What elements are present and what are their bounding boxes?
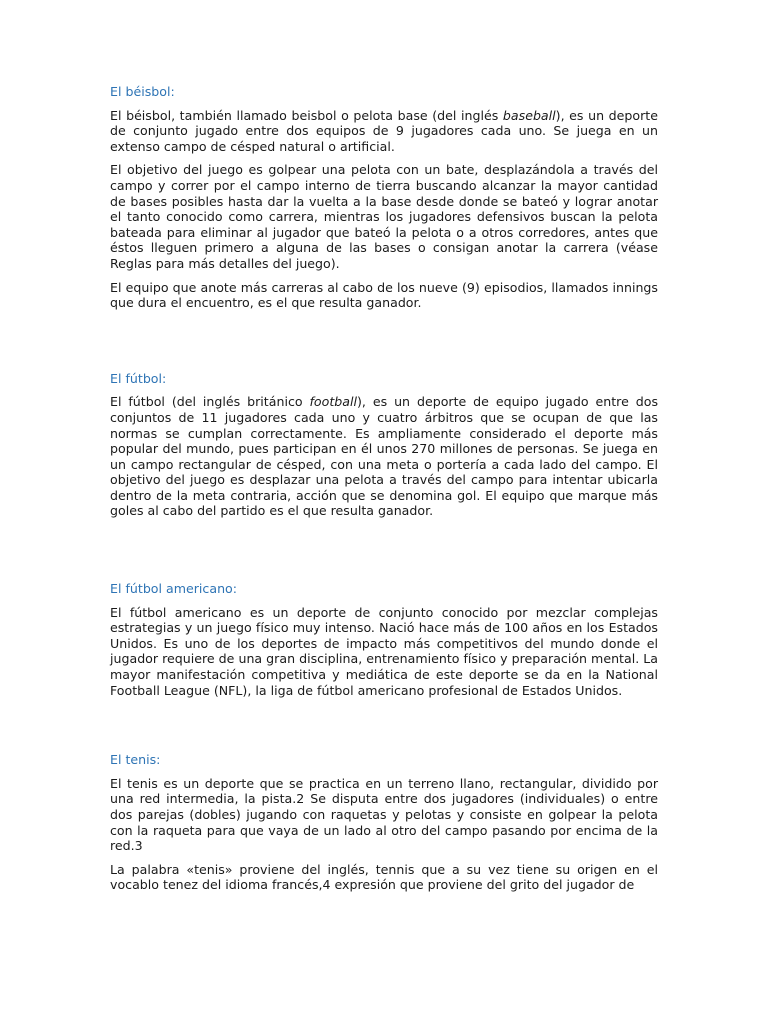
spacer (110, 527, 658, 581)
paragraph-text: ), es un deporte de equipo jugado entre dos conjuntos de 11 jugadores cada uno y cuatro árbitros que se ocupan de que las normas se cumplan correctamente. Es ampliamente considerado el deporte más popular del mundo, pues participan en él unos 270 millones de personas. Se juega en un campo rectangular de césped, con una meta o portería a cada lado del campo. El objetivo del juego es desplazar una pelota a través del campo para intentar ubicarla dentro de la meta contraria, acción que se denomina gol. El equipo que marque más goles al cabo del partido es el que resulta ganador. (110, 394, 658, 519)
section-beisbol (110, 84, 658, 311)
section-heading: El béisbol: (110, 84, 175, 99)
section-tenis (110, 752, 658, 893)
paragraph: El equipo que anote más carreras al cabo de los nueve (9) episodios, llamados innings que dura el encuentro, es el que resulta ganador. (110, 279, 658, 311)
paragraph (110, 108, 658, 155)
section-futbol-americano (110, 581, 658, 698)
spacer (110, 319, 658, 371)
paragraph-text: El béisbol, también llamado beisbol o pelota base (del inglés (110, 107, 503, 123)
paragraph-text: ), es un deporte de conjunto jugado entre dos equipos de 9 jugadores cada uno. Se juega en un extenso campo de césped natural o artificial. (110, 107, 658, 154)
paragraph (110, 394, 658, 519)
spacer (110, 706, 658, 752)
paragraph: La palabra «tenis» proviene del inglés, tennis que a su vez tiene su origen en el vocablo tenez del idioma francés,4 expresión que proviene del grito del jugador de (110, 861, 658, 893)
paragraph-italic-term: baseball (502, 107, 556, 123)
section-heading: El fútbol americano: (110, 581, 237, 597)
paragraph-italic-term: football (309, 394, 357, 410)
paragraph: El fútbol americano es un deporte de conjunto conocido por mezclar complejas estrategias y un juego físico muy intenso. Nació hace más de 100 años en los Estados Unidos. Es uno de los deportes de impacto más competitivos del mundo donde el jugador requiere de una gran disciplina, entrenamiento físico y preparación mental. La mayor manifestación competitiva y mediática de este deporte se da en la National Football League (NFL), la liga de fútbol americano profesional de Estados Unidos. (110, 604, 658, 698)
paragraph: El objetivo del juego es golpear una pelota con un bate, desplazándola a través del campo y correr por el campo interno de tierra buscando alcanzar la mayor cantidad de bases posibles hasta dar la vuelta a la base desde donde se bateó y lograr anotar el tanto conocido como carrera, mientras los jugadores defensivos buscan la pelota bateada para eliminar al jugador que bateó la pelota o a otros corredores, antes que éstos lleguen primero a alguna de las bases o consigan anotar la carrera (véase Reglas para más detalles del juego). (110, 162, 658, 271)
section-futbol (110, 371, 658, 519)
section-heading: El tenis: (110, 752, 161, 768)
document-page (110, 84, 658, 901)
paragraph-text: El fútbol (del inglés británico (110, 394, 310, 410)
section-heading: El fútbol: (110, 370, 167, 386)
paragraph: El tenis es un deporte que se practica en un terreno llano, rectangular, dividido por una red intermedia, la pista.2 Se disputa entre dos jugadores (individuales) o entre dos parejas (dobles) jugando con raquetas y pelotas y consiste en golpear la pelota con la raqueta para que vaya de un lado al otro del campo pasando por encima de la red.3 (110, 775, 658, 854)
